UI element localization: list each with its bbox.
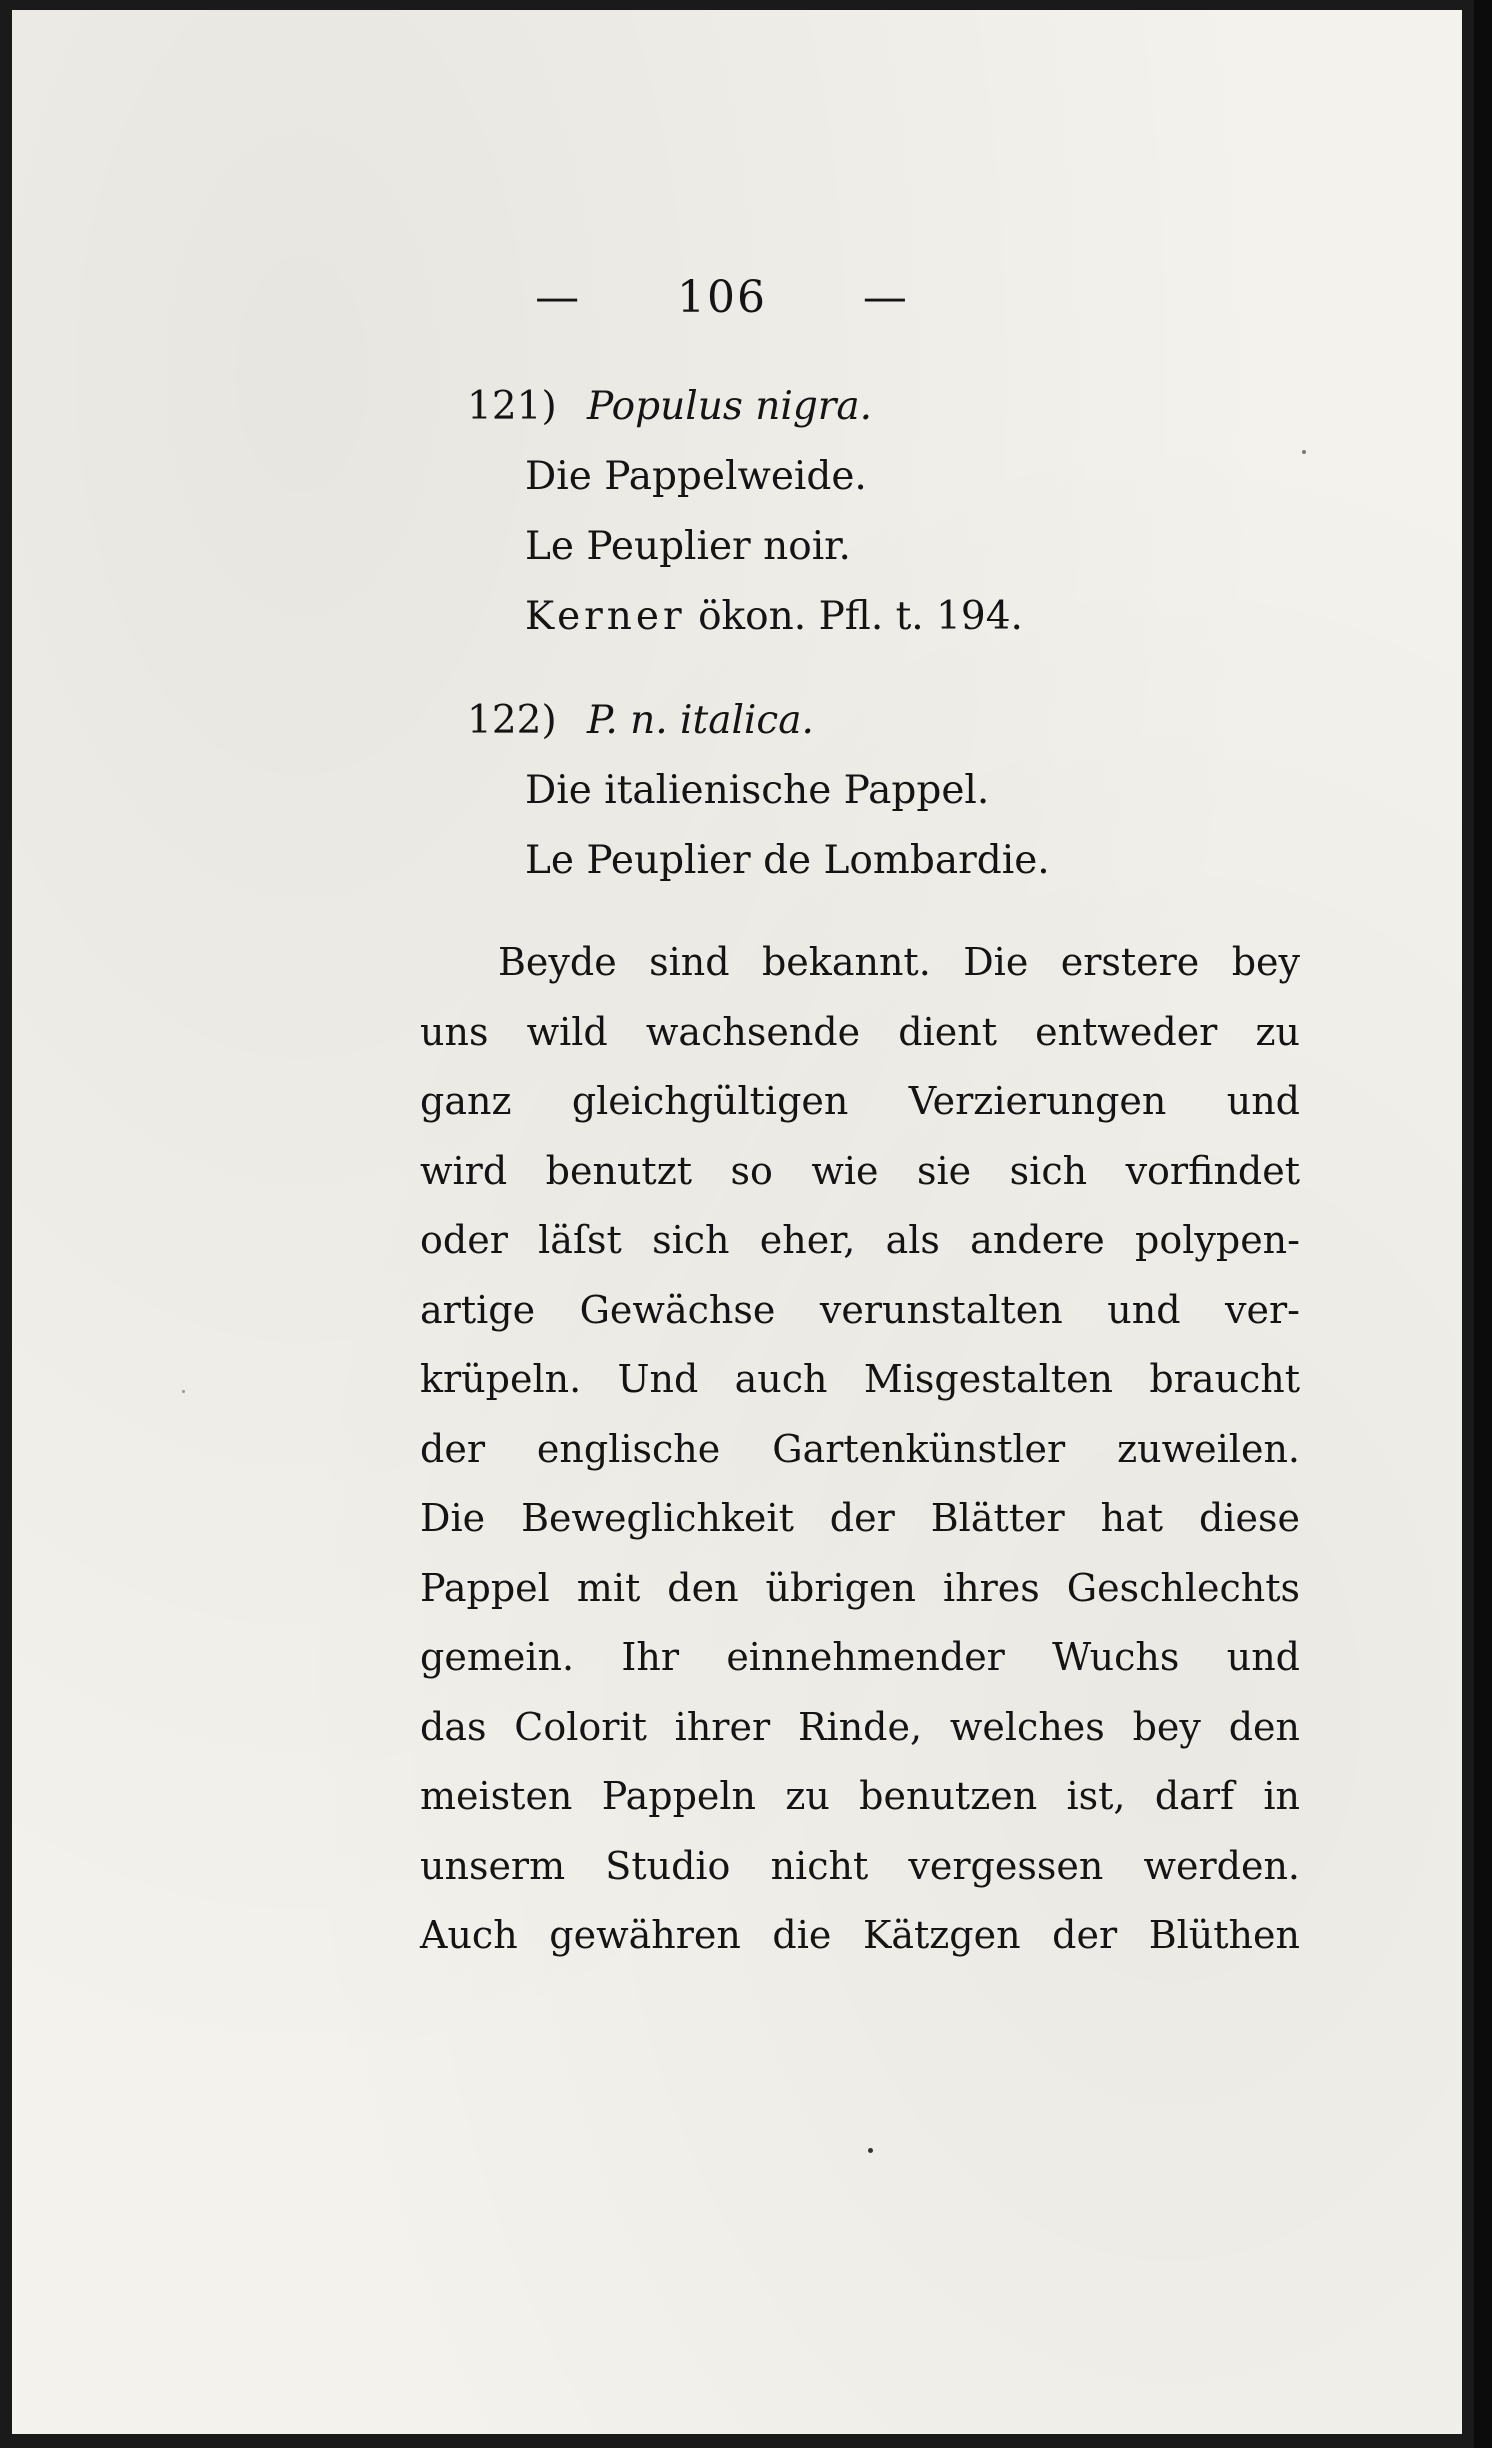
- body-paragraph: [420, 928, 1300, 1971]
- paragraph-line: gemein. Ihr einnehmender Wuchs und: [420, 1635, 1300, 1679]
- paragraph-line: artige Gewächse verunstalten und ver-: [420, 1287, 1300, 1332]
- book-page: [12, 10, 1462, 2434]
- reference-rest: ökon. Pfl. t. 194.: [698, 594, 1023, 639]
- paragraph-line: meisten Pappeln zu benutzen ist, darf in: [420, 1774, 1300, 1818]
- reference-author: Kerner: [525, 594, 686, 639]
- scientific-name: Populus nigra.: [587, 384, 873, 429]
- entry-title-line: [467, 686, 1050, 756]
- paragraph-line: krüpeln. Und auch Misgestalten braucht: [420, 1357, 1300, 1401]
- paragraph-line: uns wild wachsende dient entweder zu: [420, 1009, 1300, 1054]
- reference-line: [467, 582, 1023, 652]
- ink-speck: [182, 1390, 185, 1393]
- ink-speck: [1302, 450, 1306, 454]
- paragraph-line: wird benutzt so wie sie sich vorfindet: [420, 1148, 1300, 1193]
- entry-121: [467, 372, 1023, 652]
- entry-title-line: [467, 372, 1023, 442]
- header-dash-right: —: [862, 272, 909, 323]
- paragraph-line: das Colorit ihrer Rinde, welches bey den: [420, 1704, 1300, 1749]
- page-binding-edge: [1474, 0, 1492, 2448]
- paragraph-line: oder läſst sich eher, als andere polypen-: [420, 1218, 1300, 1262]
- paragraph-line: Die Beweglichkeit der Blätter hat diese: [420, 1496, 1300, 1540]
- paragraph-line: unserm Studio nicht vergessen werden.: [420, 1843, 1300, 1888]
- entry-number: 121): [467, 384, 557, 429]
- entry-122: [467, 686, 1050, 896]
- german-name: Die Pappelweide.: [525, 454, 867, 499]
- page-text: [12, 10, 1462, 2434]
- paragraph-line: Auch gewähren die Kätzgen der Blüthen: [420, 1913, 1300, 1957]
- paragraph-line: Pappel mit den übrigen ihres Geschlechts: [420, 1565, 1300, 1610]
- header-dash-left: —: [535, 272, 582, 323]
- german-name: Die italienische Pappel.: [525, 768, 990, 813]
- french-name: Le Peuplier de Lombardie.: [525, 838, 1050, 883]
- paragraph-line: Beyde sind bekannt. Die erstere bey: [498, 940, 1300, 984]
- french-name: Le Peuplier noir.: [525, 524, 851, 569]
- entry-number: 122): [467, 698, 557, 743]
- paragraph-line: ganz gleichgültigen Verzierungen und: [420, 1079, 1300, 1123]
- page-header: [12, 272, 1432, 323]
- paragraph-line: der englische Gartenkünstler zuweilen.: [420, 1426, 1300, 1471]
- scientific-name: P. n. italica.: [587, 698, 814, 743]
- ink-speck: [868, 2148, 873, 2153]
- page-number: 106: [677, 272, 767, 323]
